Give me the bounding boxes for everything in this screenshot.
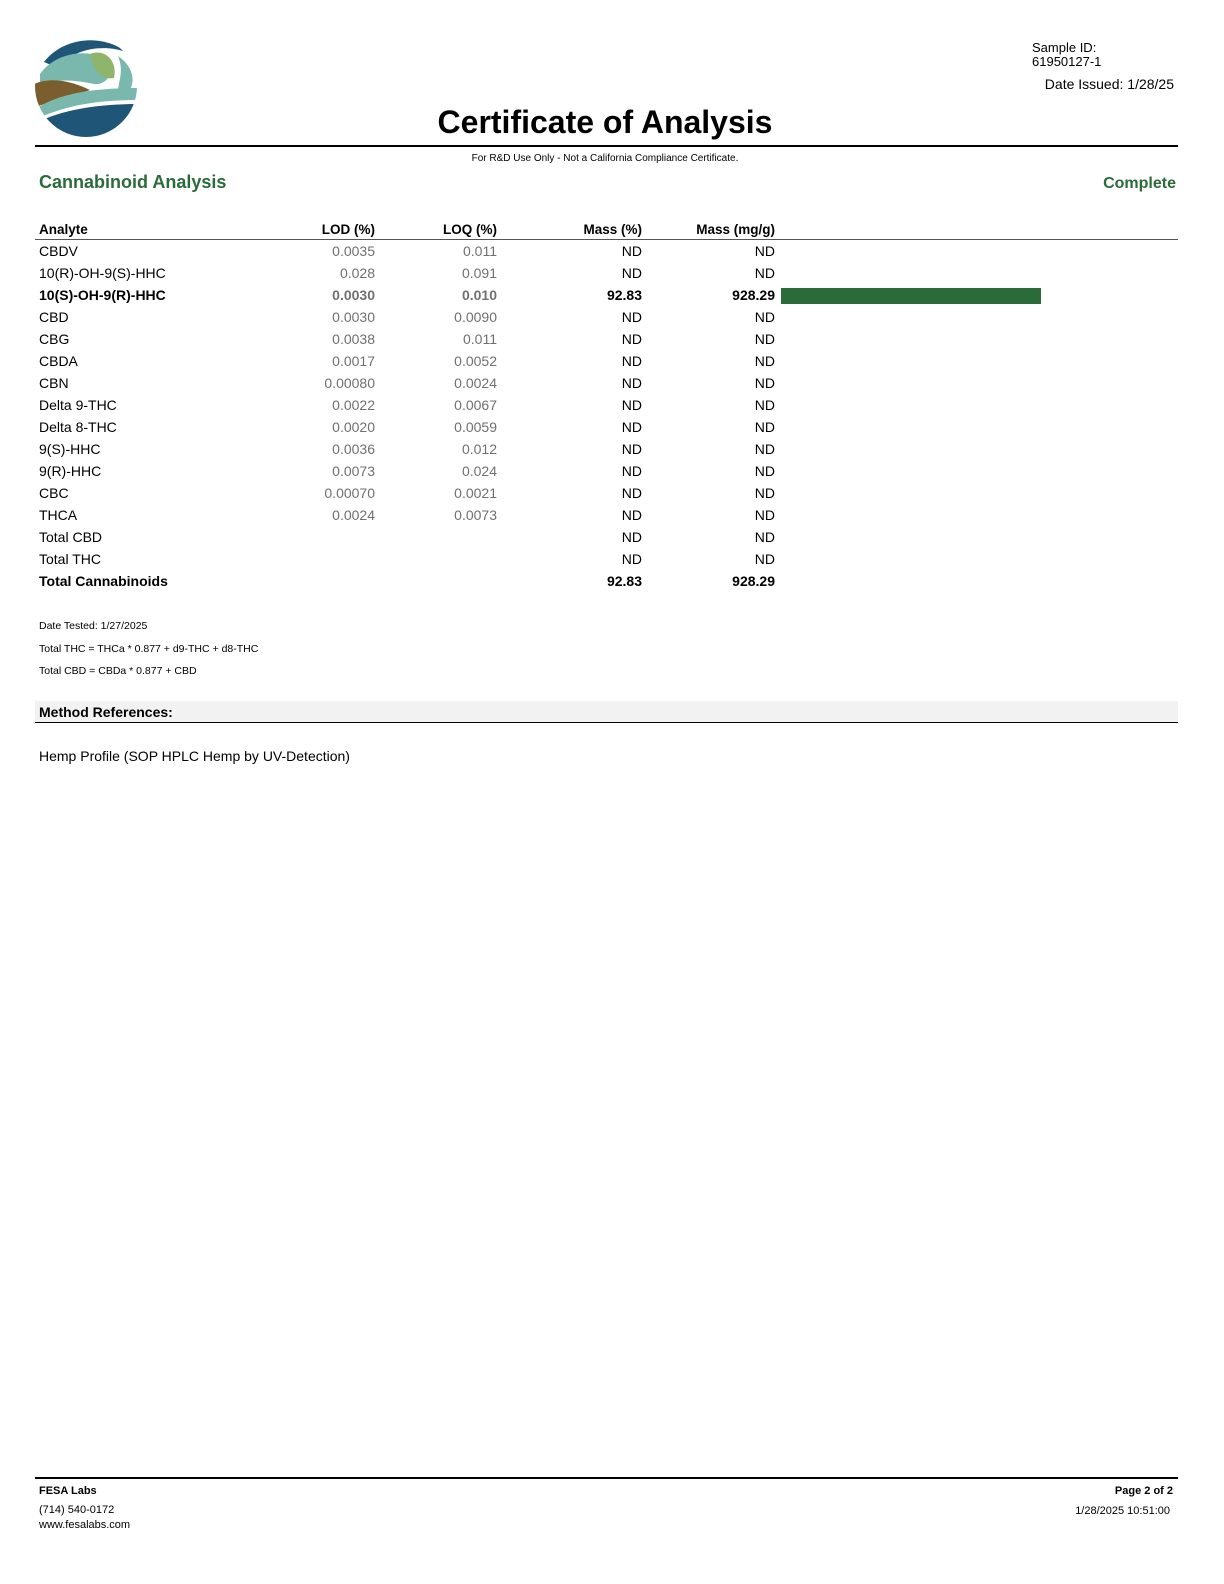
cell-loq: 0.010 [461,287,497,303]
cell-mass-mg: ND [754,309,775,325]
cell-lod: 0.0038 [332,331,375,347]
cell-analyte: Total THC [39,551,101,567]
cell-mass-pct: ND [621,441,642,457]
cell-loq: 0.011 [463,331,497,347]
sample-id-value: 61950127-1 [1032,54,1102,69]
cell-loq: 0.024 [461,463,497,479]
table-row [35,284,1178,306]
cell-analyte: CBG [39,331,70,347]
table-row [35,350,1178,372]
cell-mass-mg: ND [754,353,775,369]
table-row [35,306,1178,328]
cell-loq: 0.0073 [454,507,497,523]
page-number: Page 2 of 2 [1114,1485,1173,1497]
cell-mass-mg: ND [754,265,775,281]
cell-mass-pct: ND [621,331,642,347]
cell-mass-pct: ND [621,551,642,567]
cell-analyte: CBC [39,485,69,501]
cell-lod: 0.0035 [332,243,375,259]
table-row [35,394,1178,416]
cell-lod: 0.0030 [332,309,375,325]
cell-mass-mg: ND [754,507,775,523]
cell-mass-mg: ND [754,485,775,501]
table-row [35,460,1178,482]
cell-analyte: CBD [39,309,69,325]
sample-id-label: Sample ID: [1032,40,1097,55]
date-tested: Date Tested: 1/27/2025 [39,620,148,632]
cannabinoid-table [35,220,1178,592]
cell-mass-pct: ND [621,309,642,325]
table-row [35,482,1178,504]
cell-mass-pct: 92.83 [606,287,642,303]
cell-mass-pct: ND [621,375,642,391]
column-header-lod: LOD (%) [321,222,375,237]
cell-lod: 0.028 [339,265,375,281]
cell-mass-pct: ND [621,463,642,479]
table-row [35,548,1178,570]
cell-mass-mg: ND [754,551,775,567]
cell-mass-mg: ND [754,243,775,259]
column-header-loq: LOQ (%) [443,222,497,237]
cell-lod: 0.0022 [332,397,375,413]
cell-analyte: CBDA [39,353,78,369]
table-row [35,328,1178,350]
table-row [35,416,1178,438]
cell-loq: 0.0067 [454,397,497,413]
cell-mass-pct: ND [621,243,642,259]
cell-mass-mg: ND [754,397,775,413]
table-row [35,570,1178,592]
column-header-analyte: Analyte [39,222,88,237]
section-title: Cannabinoid Analysis [39,172,227,192]
table-row [35,240,1178,262]
cell-lod: 0.0020 [332,419,375,435]
cell-lod: 0.00070 [324,485,375,501]
lab-phone: (714) 540-0172 [39,1504,115,1516]
cell-mass-mg: ND [754,441,775,457]
status-badge: Complete [1103,175,1176,192]
mass-bar [781,288,1041,304]
column-header-mass-mg: Mass (mg/g) [696,222,775,237]
printed-timestamp: 1/28/2025 10:51:00 [1075,1505,1170,1517]
cell-analyte: Total CBD [39,529,103,545]
cell-loq: 0.091 [461,265,497,281]
cell-mass-mg: ND [754,331,775,347]
total-thc-formula: Total THC = THCa * 0.877 + d9-THC + d8-THC [39,643,259,655]
table-row [35,372,1178,394]
cell-mass-pct: ND [621,265,642,281]
cell-mass-mg: ND [754,375,775,391]
cell-loq: 0.0024 [454,375,497,391]
cell-mass-pct: ND [621,529,642,545]
footer-divider [35,1477,1178,1479]
table-row [35,262,1178,284]
rd-notice: For R&D Use Only - Not a California Compliance Certificate. [471,153,739,164]
cell-loq: 0.012 [461,441,497,457]
header-divider [35,145,1178,147]
method-reference-text: Hemp Profile (SOP HPLC Hemp by UV-Detection) [39,748,350,764]
page-title: Certificate of Analysis [437,104,773,140]
cell-analyte: Delta 8-THC [39,419,117,435]
cell-mass-pct: ND [621,507,642,523]
cell-analyte: 10(R)-OH-9(S)-HHC [39,265,166,281]
cell-lod: 0.0036 [332,441,375,457]
table-header [35,220,1178,240]
cell-mass-pct: ND [621,419,642,435]
cell-analyte: 9(S)-HHC [39,441,101,457]
cell-lod: 0.0073 [332,463,375,479]
cell-mass-pct: ND [621,485,642,501]
cell-analyte: CBDV [39,243,78,259]
cell-loq: 0.0052 [454,353,497,369]
cell-mass-pct: ND [621,397,642,413]
cell-analyte: 10(S)-OH-9(R)-HHC [39,287,166,303]
cell-loq: 0.0059 [454,419,497,435]
cell-lod: 0.0024 [332,507,375,523]
cell-loq: 0.011 [463,243,497,259]
cell-mass-pct: 92.83 [606,573,642,589]
cell-mass-pct: ND [621,353,642,369]
cell-analyte: Total Cannabinoids [39,573,168,589]
cell-analyte: Delta 9-THC [39,397,117,413]
date-issued: Date Issued: 1/28/25 [1044,76,1174,92]
cell-analyte: 9(R)-HHC [39,463,102,479]
cell-lod: 0.00080 [324,375,375,391]
lab-website: www.fesalabs.com [39,1519,131,1531]
table-row [35,504,1178,526]
table-row [35,526,1178,548]
lab-name: FESA Labs [39,1485,97,1497]
total-cbd-formula: Total CBD = CBDa * 0.877 + CBD [39,665,197,677]
column-header-mass-pct: Mass (%) [583,222,642,237]
cell-loq: 0.0021 [454,485,497,501]
cell-mass-mg: 928.29 [732,573,775,589]
cell-mass-mg: ND [754,529,775,545]
cell-analyte: THCA [39,507,78,523]
cell-mass-mg: ND [754,463,775,479]
cell-mass-mg: ND [754,419,775,435]
cell-mass-mg: 928.29 [732,287,775,303]
cell-loq: 0.0090 [454,309,497,325]
cell-analyte: CBN [39,375,69,391]
method-references-header [35,701,1178,723]
method-references-title: Method References: [39,704,173,720]
cell-lod: 0.0030 [332,287,375,303]
cell-lod: 0.0017 [332,353,375,369]
table-body [35,240,1178,592]
table-row [35,438,1178,460]
